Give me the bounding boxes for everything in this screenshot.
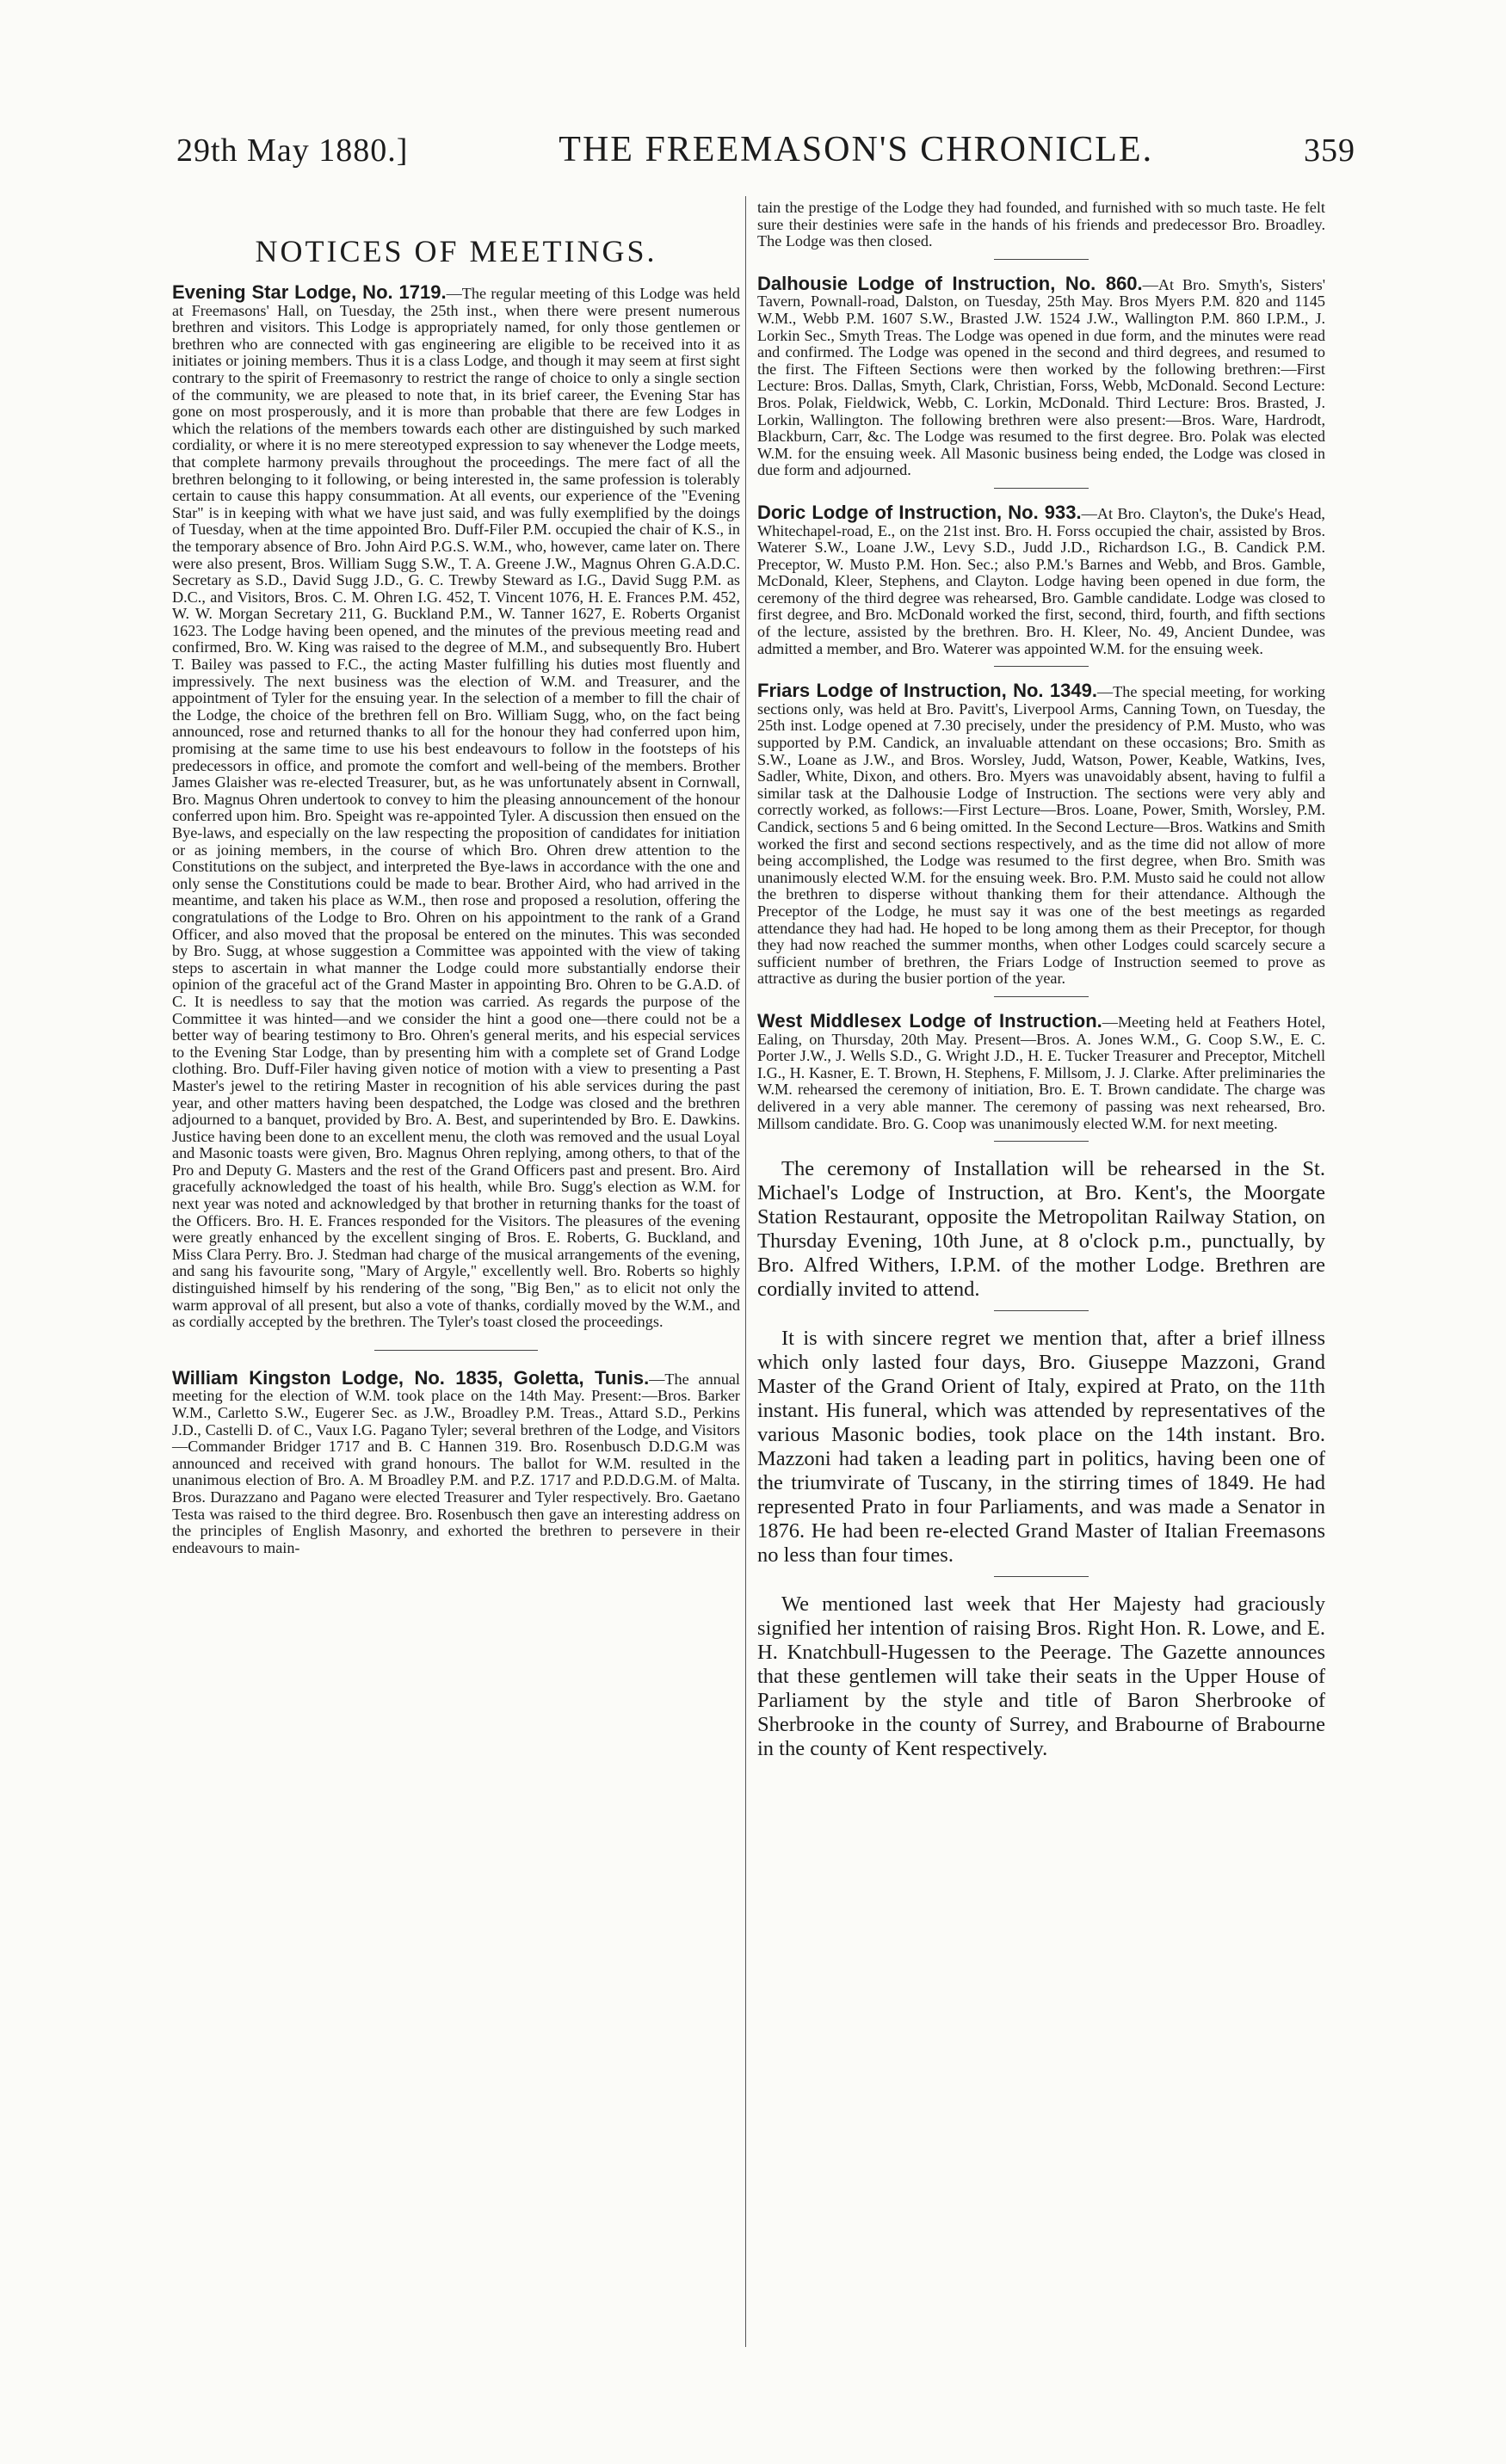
report-william-kingston-lodge [172, 1366, 740, 1557]
lodge-name: Doric Lodge of Instruction, No. 933. [757, 501, 1082, 523]
divider-rule [994, 259, 1089, 260]
lodge-name: West Middlesex Lodge of Instruction. [757, 1009, 1102, 1032]
report-text: —The regular meeting of this Lodge was held at Freemasons' Hall, on Tuesday, the 25th inst., when there were present numerous brethren and visitors. This Lodge is appropriately named, for only those gentlemen or brethren who are connected with gas engineering are eligible to be received into it as initiates or joining members. Thus it is a class Lodge, and though it may seem at first sight contrary to the spirit of Freemasonry to restrict the range of choice to only a single section of the community, we are pleased to note that, in its brief career, the Evening Star has gone on most prosperously, and it is more than probable that there are few Lodges in which the relations of the members towards each other are distinguished by such marked cordiality, or where it is no mere stereotyped expression to say whenever the Lodge meets, that complete harmony prevails throughout the proceedings. The mere fact of all the brethren belonging to it following, or being interested in, the same profession is tolerably certain to cause this happy consummation. At all events, our experience of the "Evening Star" is in keeping with what we have just said, and was fully exemplified by the doings of Tuesday, when at the time appointed Bro. Duff-Filer P.M. occupied the chair of K.S., in the temporary absence of Bro. John Aird P.G.S. W.M., who, however, came later on. There were also present, Bros. William Sugg S.W., T. A. Greene J.W., Magnus Ohren G.A.D.C. Secretary as S.D., David Sugg J.D., G. C. Trewby Steward as I.G., David Sugg P.M. as D.C., and Visitors, Bros. C. M. Ohren I.G. 452, T. Vincent 1076, H. E. Frances P.M. 452, W. W. Morgan Secretary 211, G. Buckland P.M., W. Tanner 1627, E. Roberts Organist 1623. The Lodge having been opened, and the minutes of the previous meeting read and confirmed, Bro. W. King was raised to the degree of M.M., and subsequently Bro. Hubert T. Bailey was passed to F.C., the acting Master fulfilling his duties most fluently and impressively. The next business was the election of W.M. and Treasurer, and the appointment of Tyler for the ensuing year. In the selection of a member to fill the chair of the Lodge, the choice of the brethren fell on Bro. William Sugg, who, on the fact being announced, rose and returned thanks to all for the honour they had conferred upon him, promising at the same time to use his best endeavours to follow in the footsteps of his predecessors in office, and promote the comfort and well-being of the members. Brother James Glaisher was re-elected Treasurer, but, as he was unfortunately absent in Cornwall, Bro. Magnus Ohren undertook to convey to him the pleasing announcement of the honour conferred upon him. Bro. Speight was re-appointed Tyler. A discussion then ensued on the Bye-laws, and especially on the law respecting the proposition of candidates for initiation or as joining members, in the course of which Bro. Ohren drew attention to the Constitutions on the subject, and interpreted the Bye-laws in accordance with the one and only sense the Constitutions could be made to bear. Brother Aird, who had arrived in the meantime, and taken his place as W.M., then rose and proposed a resolution, offering the congratulations of the Lodge to Bro. Ohren on his appointment to the rank of a Grand Officer, and also moved that the proposal be entered on the minutes. This was seconded by Bro. Sugg, at whose suggestion a Committee was appointed with the view of taking steps to ascertain in what manner the Lodge could more substantially endorse their opinion of the graceful act of the Grand Master in appointing Bro. Ohren to be G.A.D. of C. It is needless to say that the motion was carried. As regards the purpose of the Committee it was hinted—and we consider the hint a good one—there could not be a better way of bearing testimony to Bro. Ohren's general merits, and his especial services to the Evening Star Lodge, than by presenting him with a complete set of Grand Lodge clothing. Bro. Duff-Filer having given notice of motion with a view to presenting a Past Master's jewel to the retiring Master in recognition of his able services during the past year, and other matters having been despatched, the Lodge was closed and the brethren adjourned to a banquet, provided by Bro. A. Best, and superintended by Bro. E. Dawkins. Justice having been done to an excellent menu, the cloth was removed and the usual Loyal and Masonic toasts were given, Bro. Magnus Ohren replying, among others, to that of the Pro and Deputy G. Masters and the rest of the Grand Officers past and present. Bro. Aird gracefully acknowledged the toast of his health, while Bro. Sugg's election as W.M. for next year was noted and acknowledged by that brother in returning thanks for the toast of the Officers. Bro. H. E. Frances responded for the Visitors. The pleasures of the evening were greatly enhanced by the excellent singing of Bros. E. Roberts, G. Buckland, and Miss Clara Perry. Bro. J. Stedman had charge of the musical arrangements of the evening, and sang his favourite song, "Mary of Argyle," excellently well. Bro. Roberts so highly distinguished himself by his rendering of the song, "Big Ben," as to elicit not only the warm approval of all present, but also a vote of thanks, cordially moved by the W.M., and as cordially accepted by the brethren. The Tyler's toast closed the proceedings. [172, 285, 740, 1331]
report-body [172, 1366, 740, 1557]
report-body [757, 1009, 1325, 1132]
report-text: —At Bro. Smyth's, Sisters' Tavern, Pownall-road, Dalston, on Tuesday, 25th May. Bros Myers P.M. 820 and 1145 W.M., Webb P.M. 1607 S.W., Brasted J.W. 1524 J.W., Wallington P.M. 860 I.P.M., J. Lorkin Sec., Smyth Treas. The Lodge was opened in due form, and the minutes were read and confirmed. The Lodge was opened in the second and third degrees, and resumed to the first. The Fifteen Sections were then worked by the following brethren:—First Lecture: Bros. Dallas, Smyth, Clark, Christian, Forss, Webb, McDonald. Second Lecture: Bros. Polak, Fieldwick, Webb, C. Lorkin, McDonald. Third Lecture: Bros. Brasted, J. Lorkin, Wallington. The following brethren were also present:—Bros. Ware, Hardrodt, Blackburn, Carr, &c. The Lodge was resumed to the first degree. Bro. Polak was elected W.M. for the ensuing week. All Masonic business being ended, the Lodge was closed in due form and adjourned. [757, 275, 1326, 479]
report-text: —The special meeting, for working sections only, was held at Bro. Pavitt's, Liverpool Arms, Canning Town, on Tuesday, the 25th inst. Lodge opened at 7.30 precisely, under the presidency of P.M. Musto, who was supported by P.M. Candick, an invaluable attendant on these occasions; Bro. Smith as S.W., Loane as J.W., and Bros. Worsley, Judd, Watson, Power, Keable, Watkins, Ives, Sadler, White, Dixon, and others. Bro. Myers was unavoidably absent, having to fulfil a similar task at the Dalhousie Lodge of Instruction. The sections were very ably and correctly worked, as follows:—First Lecture—Bros. Loane, Power, Smith, Worsley, P.M. Candick, sections 5 and 6 being omitted. In the Second Lecture—Bros. Watkins and Smith worked the first and second sections respectively, and as the time did not allow of more being accomplished, the Lodge was resumed to the first degree, when Bro. Smith was unanimously elected W.M. for the ensuing week. Bro. P.M. Musto said he could not allow the brethren to disperse without thanking them for their attendance. Although the Preceptor of the Lodge, he must say it was one of the best meetings as regarded attendance they had had. He hoped to be long among them as their Preceptor, for though they had now reached the summer months, when other Lodges could scarcely secure a sufficient number of brethren, the Friars Lodge of Instruction seemed to prove as attractive as during the busier portion of the year. [757, 683, 1326, 988]
notice-peerage: We mentioned last week that Her Majesty had graciously signified her intention of raising Bros. Right Hon. R. Lowe, and E. H. Knatchbull-Hugessen to the Peerage. The Gazette announces that these gentlemen will take their seats in the Upper House of Parliament by the style and title of Baron Sherbrooke of Sherbrooke in the county of Surrey, and Brabourne of Brabourne in the county of Kent respectively. [757, 1592, 1325, 1761]
report-friars-lodge [757, 682, 1325, 988]
report-body [757, 501, 1325, 657]
divider-rule [374, 1350, 538, 1351]
report-body [757, 682, 1325, 988]
divider-rule [994, 1141, 1089, 1142]
right-column [757, 200, 1325, 1761]
report-text: —The annual meeting for the election of W.M. took place on the 14th May. Present:—Bros. Barker W.M., Carletto S.W., Eugerer Sec. as J.W., Broadley P.M. Treas., Attard S.D., Perkins J.D., Castelli D. of C., Vaux I.G. Pagano Tyler; several brethren of the Lodge, and Visitors—Commander Bridger 1717 and B. C Hannen 319. Bro. Rosenbusch D.D.G.M was announced and received with grand honours. The ballot for W.M. resulted in the unanimous election of Bro. A. M Broadley P.M. and P.Z. 1717 and P.D.D.G.M. of Malta. Bros. Durazzano and Pagano were elected Treasurer and Tyler respectively. Bro. Gaetano Testa was raised to the third degree. Bro. Rosenbusch then gave an interesting address on the principles of English Masonry, and exhorted the brethren to persevere in their endeavours to main- [172, 1370, 740, 1556]
lodge-name: Evening Star Lodge, No. 1719. [172, 281, 447, 303]
divider-rule [994, 488, 1089, 489]
notice-installation: The ceremony of Installation will be rehearsed in the St. Michael's Lodge of Instruction, at Bro. Kent's, the Moorgate Station Restaurant, opposite the Metropolitan Railway Station, on Thursday Evening, 10th June, at 8 o'clock p.m., punctually, by Bro. Alfred Withers, I.P.M. of the mother Lodge. Brethren are cordially invited to attend. [757, 1157, 1325, 1302]
divider-rule [994, 1310, 1089, 1311]
report-text: —Meeting held at Feathers Hotel, Ealing, on Thursday, 20th May. Present—Bros. A. Jones W.M., G. Coop S.W., E. C. Porter J.W., J. Wells S.D., G. Wright J.D., H. E. Tucker Treasurer and Preceptor, Mitchell I.G., H. Kasner, E. T. Brown, H. Stephens, F. Millsom, J. J. Clarke. After preliminaries the W.M. rehearsed the ceremony of initiation, Bro. E. T. Brown candidate. The charge was delivered in a very able manner. The ceremony of passing was next rehearsed, Bro. Millsom candidate. Bro. G. Coop was unanimously elected W.M. for next meeting. [757, 1013, 1325, 1132]
report-evening-star-lodge [172, 281, 740, 1331]
lodge-name: Dalhousie Lodge of Instruction, No. 860. [757, 272, 1143, 294]
publication-title: THE FREEMASON'S CHRONICLE. [559, 130, 1154, 169]
lodge-name: William Kingston Lodge, No. 1835, Goletta, Tunis. [172, 1366, 650, 1389]
report-continuation [757, 200, 1325, 250]
report-body [757, 272, 1326, 479]
divider-rule [994, 996, 1089, 997]
column-divider [745, 196, 746, 2347]
report-text: —At Bro. Clayton's, the Duke's Head, Whitechapel-road, E., on the 21st inst. Bro. H. Forss occupied the chair, assisted by Bros. Waterer S.W., Loane J.W., Levy S.D., Judd J.D., Richardson I.G., B. Candick P.M. Preceptor, W. Musto P.M. Hon. Sec.; also P.M.'s Barnes and Webb, and Bros. Gamble, McDonald, Kleer, Stephens, and Clayton. Lodge having been opened in due form, the ceremony of the third degree was rehearsed, Bro. Gamble candidate. Lodge was closed to first degree, and Bro. McDonald worked the first, second, third, fourth, and fifth sections of the lecture, assisted by the brethren. Bro. H. Kleer, No. 49, Ancient Dundee, was admitted a member, and Bro. Waterer was appointed W.M. for the ensuing week. [757, 504, 1325, 657]
report-body [172, 281, 740, 1331]
report-dalhousie-lodge [757, 272, 1326, 479]
report-west-middlesex-lodge [757, 1009, 1325, 1132]
report-doric-lodge [757, 501, 1325, 657]
lodge-name: Friars Lodge of Instruction, No. 1349. [757, 680, 1097, 702]
page-header [176, 129, 1355, 176]
issue-date: 29th May 1880.] [176, 132, 409, 169]
report-text: tain the prestige of the Lodge they had founded, and furnished with so much taste. He felt sure their destinies were safe in the hands of his friends and predecessor Bro. Broadley. The Lodge was then closed. [757, 199, 1325, 250]
notice-obituary-mazzoni: It is with sincere regret we mention that, after a brief illness which only lasted four days, Bro. Giuseppe Mazzoni, Grand Master of the Grand Orient of Italy, expired at Prato, on the 11th instant. His funeral, which was attended by representatives of the various Masonic bodies, took place on the 14th instant. Bro. Mazzoni had taken a leading part in politics, having been one of the triumvirate of Tuscany, in the stirring times of 1849. He had represented Prato in four Parliaments, and was made a Senator in 1876. He had been re-elected Grand Master of Italian Freemasons no less than four times. [757, 1327, 1325, 1568]
section-title: NOTICES OF MEETINGS. [255, 234, 657, 268]
divider-rule [994, 1576, 1089, 1577]
left-column [172, 200, 740, 1562]
page-number: 359 [1304, 132, 1355, 169]
divider-rule [994, 666, 1089, 667]
